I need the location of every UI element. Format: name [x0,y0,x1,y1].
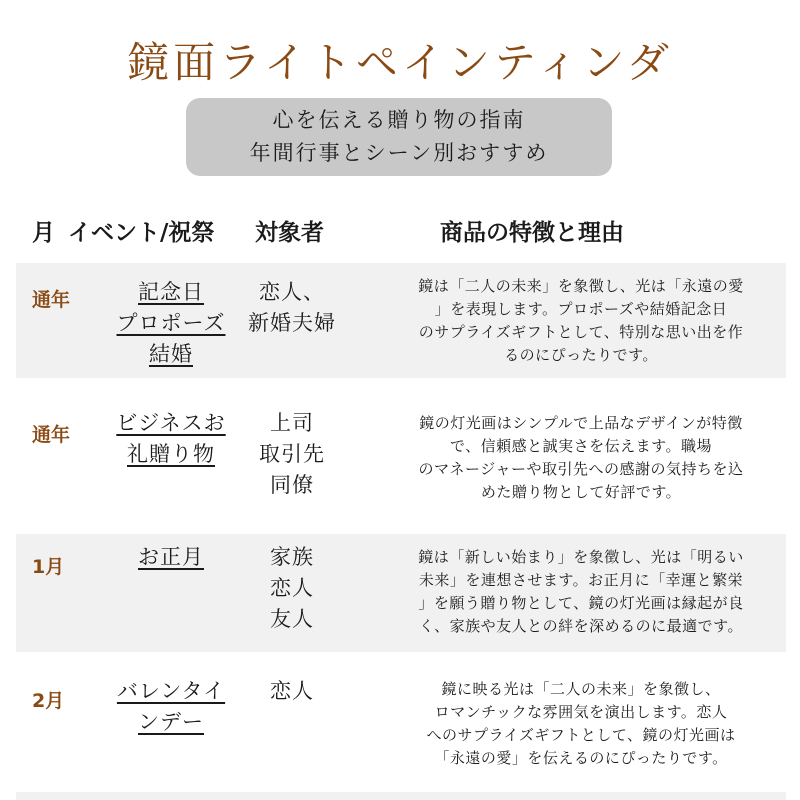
target-line: 家族 [270,545,314,569]
target-line: 友人 [270,607,314,631]
row-event [96,277,246,370]
row-target [242,408,342,501]
header-month: 月 [32,220,55,246]
target-line: 取引先 [259,442,325,466]
row-month: 通年 [32,289,71,311]
reason-line: へのサプライズギフトとして、鏡の灯光画は [426,726,736,744]
target-line: 恋人 [270,576,314,600]
event-line: お正月 [138,545,204,569]
event-line: ビジネスお [116,411,226,435]
header-target: 対象者 [255,220,324,246]
row-reason [376,678,786,770]
row-month: 1月 [32,556,65,578]
row-target [242,542,342,635]
reason-line: 未来」を連想させます。お正月に「幸運と繁栄 [418,571,744,589]
event-line: 礼贈り物 [127,442,215,466]
reason-line: のサプライズギフトとして、特別な思い出を作 [418,323,744,341]
row-event [96,542,246,573]
target-line: 上司 [270,411,314,435]
table-row [16,534,786,652]
target-line: 同僚 [270,473,314,497]
row-event [96,408,246,470]
reason-line: 鏡は「新しい始まり」を象徴し、光は「明るい [418,548,744,566]
page-title: 鏡面ライトペインティンダ [127,38,673,87]
reason-line: 」を願う贈り物として、鏡の灯光画は縁起が良 [418,594,744,612]
reason-line: で、信頼感と誠実さを伝えます。職場 [449,437,712,455]
table-row [16,263,786,378]
target-line: 恋人 [270,679,314,703]
reason-line: く、家族や友人との絆を深めるのに最適です。 [418,617,743,635]
row-reason [376,275,786,367]
reason-line: 鏡の灯光画はシンプルで上品なデザインが特徴 [419,414,743,432]
header-reason: 商品の特徴と理由 [440,220,624,246]
reason-line: るのにぴったりです。 [504,346,658,364]
reason-line: ロマンチックな雰囲気を演出します。恋人 [434,703,728,721]
reason-line: めた贈り物として好評です。 [480,483,682,501]
event-line: プロポーズ [116,311,226,335]
row-month: 2月 [32,690,65,712]
subtitle-box [186,98,612,176]
reason-line: 「永遠の愛」を伝えるのにぴったりです。 [434,749,728,767]
row-month: 通年 [32,424,71,446]
subtitle-line-1: 心を伝える贈り物の指南 [272,108,526,132]
row-target [242,277,342,339]
target-line: 恋人、 [259,280,325,304]
event-line: 結婚 [149,342,193,366]
reason-line: 鏡は「二人の未来」を象徴し、光は「永遠の愛 [418,277,744,295]
row-reason [376,546,786,638]
reason-line: 」を表現します。プロポーズや結婚記念日 [434,300,728,318]
subtitle-line-2: 年間行事とシーン別おすすめ [249,141,549,165]
table-row [16,668,786,786]
table-header [0,214,800,254]
reason-line: のマネージャーや取引先への感謝の気持ちを込 [418,460,744,478]
target-line: 新婚夫婦 [248,311,336,335]
reason-line: 鏡に映る光は「二人の未来」を象徴し、 [441,680,721,698]
header-event: イベント/祝祭 [68,220,215,246]
table-bottom-strip [16,792,786,800]
row-target [242,676,342,707]
row-reason [376,412,786,504]
table-row [16,398,786,520]
row-event [96,676,246,738]
event-line: 記念日 [138,280,204,304]
event-line: バレンタイ [116,679,226,703]
event-line: ンデー [138,710,204,734]
